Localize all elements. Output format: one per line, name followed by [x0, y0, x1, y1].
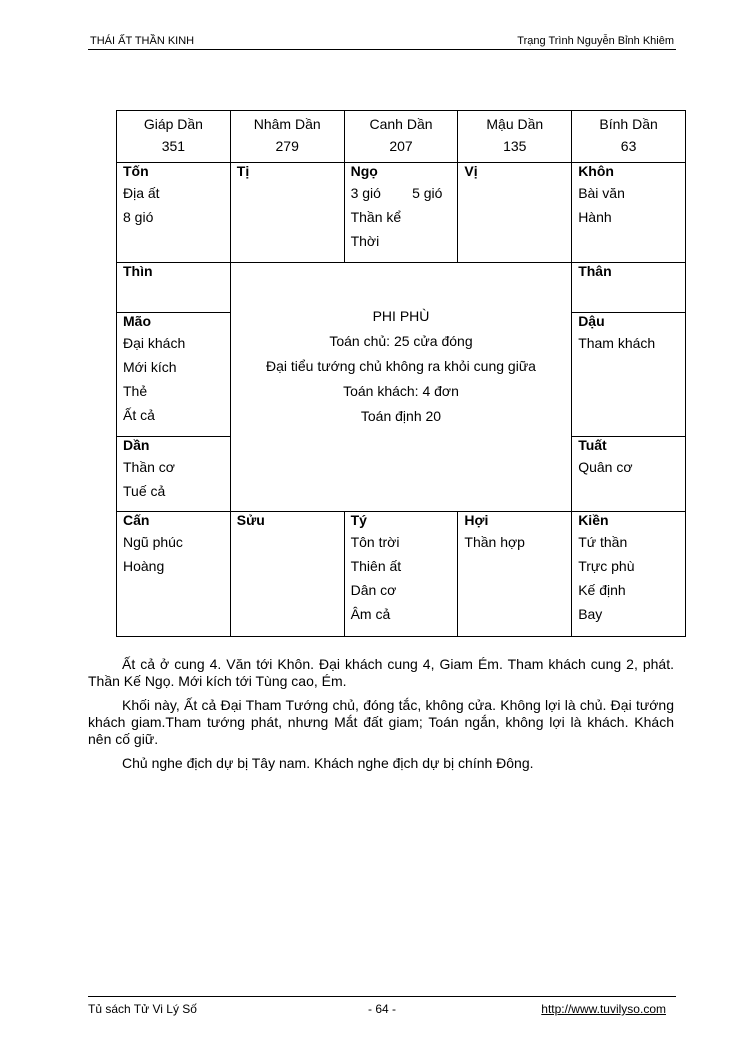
palace-title: Ngọ: [350, 163, 378, 179]
palace-tuat: [572, 437, 686, 512]
palace-vi: [458, 163, 572, 263]
header-cell: Mậu Dần 135: [458, 111, 572, 163]
page-header: [88, 35, 676, 50]
palace-dan: [117, 437, 231, 512]
header-author: Trạng Trình Nguyễn Bỉnh Khiêm: [517, 35, 674, 47]
palace-line: Thần hợp: [464, 534, 525, 550]
palace-hoi: [458, 512, 572, 637]
palace-line: Kế định: [578, 582, 626, 598]
palace-title: Kiền: [578, 512, 609, 528]
palace-title: Thân: [578, 263, 612, 279]
palace-title: Tý: [350, 512, 367, 528]
palace-title: Thìn: [123, 263, 153, 279]
palace-line: 8 gió: [123, 209, 154, 225]
palace-line: Bay: [578, 606, 603, 622]
palace-than: [572, 263, 686, 313]
paragraph: Chủ nghe địch dự bị Tây nam. Khách nghe địch dự bị chính Đông.: [122, 755, 534, 771]
center-line: PHI PHÙ: [372, 307, 430, 324]
palace-title: Mão: [123, 313, 151, 329]
center-line: Toán chủ: 25 cửa đóng: [329, 332, 473, 349]
palace-thin: [117, 263, 231, 313]
palace-line: Tuế cả: [123, 483, 166, 499]
palace-suu: [230, 512, 344, 637]
palace-kien: [572, 512, 686, 637]
palace-line: Bài văn: [578, 185, 625, 201]
header-title: THÁI ẤT THẦN KINH: [90, 35, 195, 47]
palace-line: Tôn trời: [350, 534, 400, 550]
palace-line: Tham khách: [578, 335, 656, 351]
palace-khon: [572, 163, 686, 263]
palace-can: [117, 512, 231, 637]
footer-link[interactable]: http://www.tuvilyso.com: [541, 1002, 666, 1016]
divination-table: [116, 110, 686, 637]
palace-line: Quân cơ: [578, 459, 633, 475]
palace-line: Trực phù: [578, 558, 635, 574]
palace-line: Thời: [350, 233, 380, 249]
palace-line: Thẻ: [123, 383, 148, 399]
palace-line: Ngũ phúc: [123, 534, 183, 550]
paragraph: Ất cả ở cung 4. Văn tới Khôn. Đại khách cung 4, Giam Ém. Tham khách cung 2, phát. Thần Kế Ngọ. Mới kích tới Tùng cao, Ém.: [88, 656, 674, 689]
palace-title: Tốn: [123, 163, 149, 179]
palace-line: Ất cả: [123, 407, 155, 423]
center-panel: [230, 263, 571, 512]
paragraph: Khối này, Ất cả Đại Tham Tướng chủ, đóng tắc, không cửa. Không lợi là chủ. Đại tướng khách giam.Tham tướng phát, nhưng Mắt đất giam; Toán ngắn, không lợi là khách. Khách nên cố giữ.: [88, 697, 674, 747]
palace-ton: [117, 163, 231, 263]
palace-line: Tứ thần: [578, 534, 628, 550]
palace-line: Âm cả: [350, 606, 391, 622]
palace-ti: [230, 163, 344, 263]
palace-mao: [117, 313, 231, 437]
palace-title: Dần: [123, 437, 150, 453]
palace-title: Tị: [236, 163, 250, 179]
palace-line: Thần cơ: [123, 459, 175, 475]
palace-title: Sửu: [236, 512, 265, 528]
palace-title: Hợi: [464, 512, 489, 528]
palace-line: Hành: [578, 209, 612, 225]
palace-line: Đại khách: [123, 335, 186, 351]
palace-line: Dân cơ: [350, 582, 397, 598]
palace-title: Cấn: [123, 512, 150, 528]
center-line: Toán định 20: [360, 407, 442, 424]
palace-dau: [572, 313, 686, 437]
palace-title: Dậu: [578, 313, 605, 329]
palace-ngo: [344, 163, 458, 263]
table-header-row: [117, 111, 686, 163]
palace-ty: [344, 512, 458, 637]
palace-title: Tuất: [578, 437, 607, 453]
palace-line: Thiên ất: [350, 558, 402, 574]
palace-line: Hoàng: [123, 558, 165, 574]
header-cell: Nhâm Dần 279: [230, 111, 344, 163]
page-footer: [88, 996, 676, 1017]
header-cell: Bính Dần 63: [572, 111, 686, 163]
body-text: [88, 656, 674, 779]
center-line: Toán khách: 4 đơn: [343, 382, 459, 399]
footer-series: Tủ sách Tử Vi Lý Số: [88, 1002, 197, 1016]
palace-title: Khôn: [578, 163, 614, 179]
palace-line: Địa ất: [123, 185, 160, 201]
header-cell: Giáp Dần 351: [117, 111, 231, 163]
header-cell: Canh Dần 207: [344, 111, 458, 163]
center-line: Đại tiểu tướng chủ không ra khỏi cung giữa: [266, 357, 536, 374]
page-number: - 64 -: [368, 1002, 397, 1016]
palace-line: 3 gió 5 gió: [350, 185, 443, 201]
palace-line: Mới kích: [123, 359, 177, 375]
palace-title: Vị: [464, 163, 478, 179]
palace-line: Thần kể: [350, 209, 402, 225]
